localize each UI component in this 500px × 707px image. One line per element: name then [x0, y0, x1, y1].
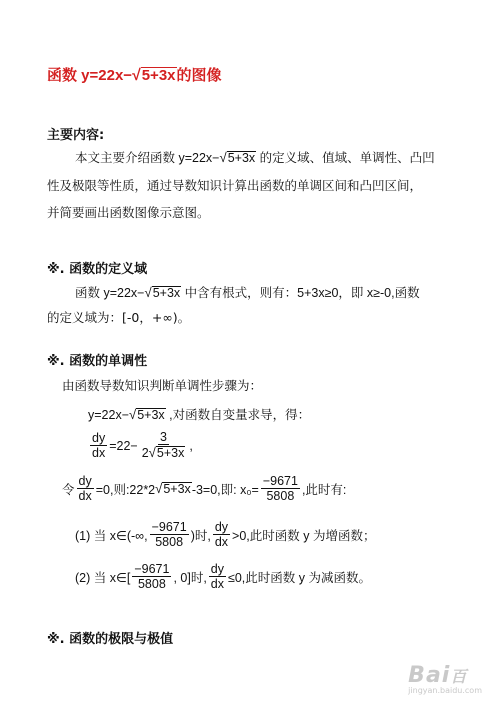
frac-den: dx [92, 446, 106, 461]
dy-dx-fraction [209, 562, 226, 592]
domain-heading: ※. 函数的定义域 [47, 262, 148, 277]
crit-text: 令 [62, 482, 75, 497]
frac-den: 5808 [266, 489, 295, 504]
mono-radicand: 5+3x [137, 408, 165, 422]
crit-radicand: 5+3x [163, 481, 191, 496]
frac-num: dy [92, 430, 106, 445]
page-title [47, 64, 222, 85]
mono-text: y=22x− [88, 408, 130, 422]
main-content-heading: 主要内容: [47, 128, 105, 143]
eq-text: =22− [109, 438, 138, 453]
sqrt-sign: √ [155, 481, 163, 497]
frac-num: dy [214, 520, 229, 534]
frac-num: dy [210, 562, 224, 576]
intro-line-2: 性及极限等性质，通过导数知识计算出函数的单调区间和凸凹区间， [47, 178, 423, 193]
domain-line-1 [75, 280, 420, 306]
bound-fraction [132, 562, 171, 592]
mono-text: ,对函数自变量求导，得： [165, 408, 311, 422]
frac-num: −9671 [151, 520, 187, 534]
frac-num: −9671 [262, 474, 298, 488]
mono-line-2 [88, 402, 310, 428]
bound-fraction [150, 520, 189, 550]
frac-den: dx [78, 489, 92, 504]
dy-dx-fraction [213, 520, 230, 550]
domain-line-2: 的定义域为：[-0，+∞)。 [47, 310, 191, 325]
mono-line-1: 由函数导数知识判断单调性步骤为： [62, 378, 263, 393]
case-text: , 0]时, [173, 570, 207, 585]
case-1-line [75, 520, 375, 550]
frac-den: 5808 [137, 577, 166, 592]
eq-text: , [189, 438, 193, 453]
crit-text: ,此时有: [301, 482, 347, 497]
domain-text: 中含有根式，则有：5+3x≥0，即 x≥-0,函数 [181, 286, 420, 300]
den-radicand: 5+3x [156, 446, 185, 461]
watermark-logo [408, 663, 482, 688]
den-coef: 2 [141, 446, 149, 461]
case-text: (2) 当 x∈[ [75, 570, 131, 585]
sqrt-sign: √ [132, 67, 141, 84]
case-text: )时, [190, 528, 211, 543]
sqrt-sign: √ [219, 150, 227, 165]
frac-den [140, 445, 188, 461]
intro-text: 的定义域、值域、单调性、凸凹 [256, 151, 435, 165]
watermark-url: jingyan.baidu.com [408, 686, 482, 695]
case-text: (1) 当 x∈(-∞, [75, 528, 148, 543]
frac-num: 3 [160, 430, 167, 444]
frac-den: 5808 [155, 535, 184, 550]
intro-line-3: 并简要画出函数图像示意图。 [47, 205, 210, 220]
intro-text: 本文主要介绍函数 y=22x− [75, 151, 220, 165]
derivative-fraction [140, 430, 188, 461]
case-text: ≤0,此时函数 y 为减函数。 [228, 570, 371, 585]
title-radicand: 5+3x [141, 67, 176, 84]
frac-den: dx [214, 535, 229, 550]
baidu-jingyan-watermark [408, 663, 482, 695]
x0-fraction [261, 474, 300, 504]
extremes-heading: ※. 函数的极限与极值 [47, 632, 174, 647]
derivative-equation [88, 430, 193, 461]
crit-text: -3=0,即: x₀= [191, 482, 259, 497]
crit-text: =0,则:22*2 [95, 482, 156, 497]
watermark-bai: Bai [408, 663, 451, 688]
domain-text: 函数 y=22x− [75, 286, 145, 300]
dy-dx-fraction [90, 431, 107, 461]
title-suffix: 的图像 [176, 67, 222, 84]
sqrt-sign: √ [129, 407, 137, 422]
intro-line-1 [75, 145, 435, 171]
critical-point-line [62, 474, 346, 504]
title-prefix: 函数 [47, 67, 82, 84]
sqrt-sign: √ [148, 445, 156, 461]
frac-num: −9671 [134, 562, 170, 576]
frac-num: dy [78, 474, 92, 488]
title-function: y=22x− [81, 67, 133, 84]
frac-den: dx [210, 577, 224, 592]
dy-dx-fraction [77, 474, 94, 504]
monotonicity-heading: ※. 函数的单调性 [47, 354, 148, 369]
intro-radicand: 5+3x [227, 151, 256, 165]
case-text: >0,此时函数 y 为增函数； [232, 528, 376, 543]
watermark-paw: 百 [450, 667, 468, 686]
case-2-line [75, 562, 371, 592]
domain-radicand: 5+3x [152, 286, 181, 300]
sqrt-sign: √ [144, 285, 152, 300]
